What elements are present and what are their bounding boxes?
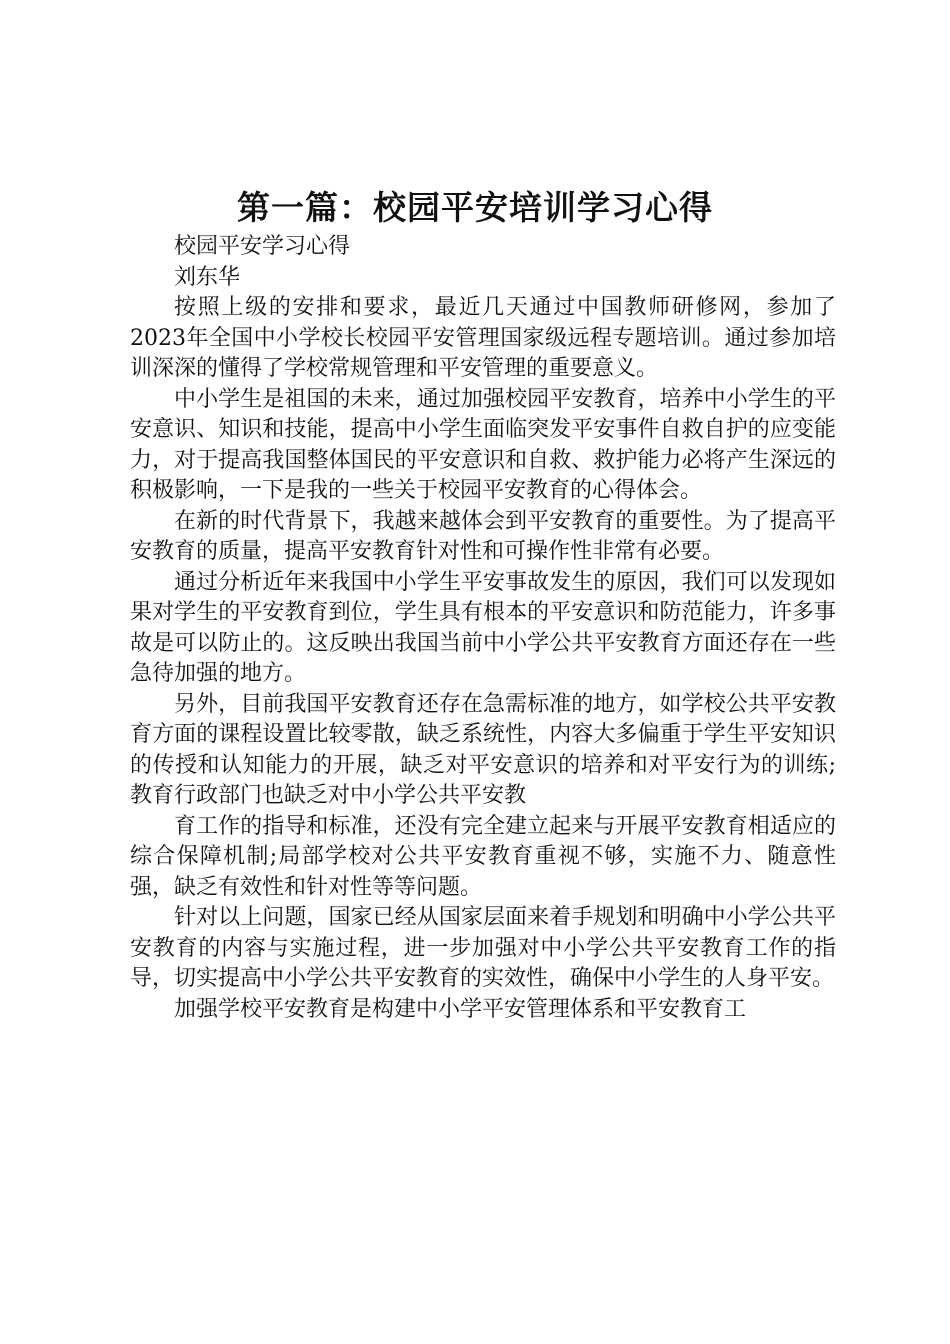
subtitle-line: 校园平安学习心得 — [174, 234, 351, 259]
paragraph-6: 育工作的指导和标准，还没有完全建立起来与开展平安教育相适应的综合保障机制;局部学校对公共平安教育重视不够，实施不力、随意性强，缺乏有效性和针对性等等问题。 — [130, 813, 836, 900]
paragraph-3: 在新的时代背景下，我越来越体会到平安教育的重要性。为了提高平安教育的质量，提高平安教育针对性和可操作性非常有必要。 — [130, 508, 836, 564]
document-title: 第一篇：校园平安培训学习心得 — [237, 188, 713, 227]
paragraph-7: 针对以上问题，国家已经从国家层面来着手规划和明确中小学公共平安教育的内容与实施过程，进一步加强对中小学公共平安教育工作的指导，切实提高中小学公共平安教育的实效性，确保中小学生的人身平安。 — [130, 905, 836, 991]
author-line: 刘东华 — [174, 264, 241, 290]
paragraph-8: 加强学校平安教育是构建中小学平安管理体系和平安教育工 — [174, 996, 747, 1022]
paragraph-4: 通过分析近年来我国中小学生平安事故发生的原因，我们可以发现如果对学生的平安教育到位，学生具有根本的平安意识和防范能力，许多事故是可以防止的。这反映出我国当前中小学公共平安教育方面还存在一些急待加强的地方。 — [130, 569, 836, 686]
document-body — [130, 232, 836, 1025]
paragraph-2: 中小学生是祖国的未来，通过加强校园平安教育，培养中小学生的平安意识、知识和技能，提高中小学生面临突发平安事件自救自护的应变能力，对于提高我国整体国民的平安意识和自救、救护能力必将产生深远的积极影响，一下是我的一些关于校园平安教育的心得体会。 — [130, 386, 836, 503]
paragraph-5: 另外，目前我国平安教育还存在急需标准的地方，如学校公共平安教育方面的课程设置比较零散，缺乏系统性，内容大多偏重于学生平安知识的传授和认知能力的开展，缺乏对平安意识的培养和对平安行为的训练;教育行政部门也缺乏对中小学公共平安教 — [130, 691, 836, 808]
paragraph-1: 按照上级的安排和要求，最近几天通过中国教师研修网，参加了2023年全国中小学校长校园平安管理国家级远程专题培训。通过参加培训深深的懂得了学校常规管理和平安管理的重要意义。 — [130, 295, 836, 381]
